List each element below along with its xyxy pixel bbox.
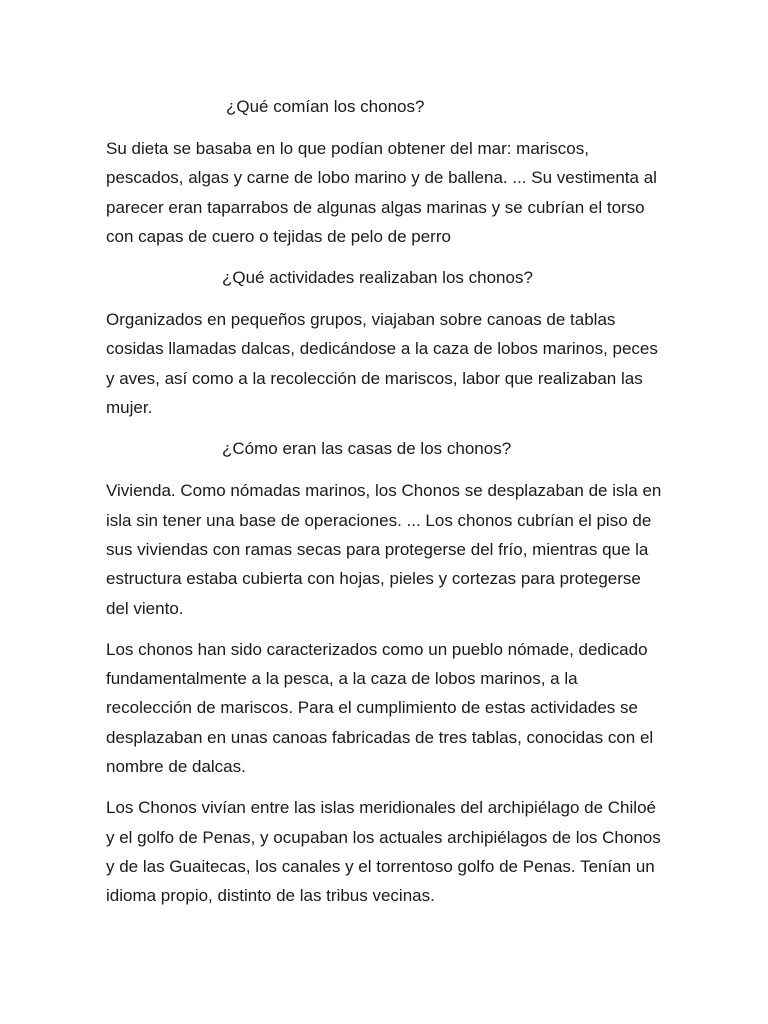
paragraph-activities: Organizados en pequeños grupos, viajaban sobre canoas de tablas cosidas llamadas dalcas, dedicándose a la caza de lobos marinos, peces y aves, así como a la recolección de mariscos, labor que realizaban las mujer.	[106, 310, 658, 418]
paragraph-nomadic-people: Los chonos han sido caracterizados como un pueblo nómade, dedicado fundamentalmente a la pesca, a la caza de lobos marinos, a la recolección de mariscos. Para el cumplimiento de estas actividades se desplazaban en unas canoas fabricadas de tres tablas, conocidas con el nombre de dalcas.	[106, 639, 654, 777]
paragraph-diet: Su dieta se basaba en lo que podían obtener del mar: mariscos, pescados, algas y carne de lobo marino y de ballena. ... Su vestimenta al parecer eran taparrabos de algunas algas marinas y se cubrían el torso con capas de cuero o tejidas de pelo de perro	[106, 139, 657, 246]
heading-houses: ¿Cómo eran las casas de los chonos?	[222, 439, 512, 459]
document-body	[106, 92, 666, 923]
paragraph-houses: Vivienda. Como nómadas marinos, los Chonos se desplazaban de isla en isla sin tener una base de operaciones. ... Los chonos cubrían el piso de sus viviendas con ramas secas para protegerse del frío, mientras que la estructura estaba cubierta con hojas, pieles y cortezas para protegerse del viento.	[106, 481, 662, 618]
paragraph-territory: Los Chonos vivían entre las islas meridionales del archipiélago de Chiloé y el golfo de Penas, y ocupaban los actuales archipiélagos de los Chonos y de las Guaitecas, los canales y el torrentoso golfo de Penas. Tenían un idioma propio, distinto de las tribus vecinas.	[106, 798, 661, 906]
heading-diet: ¿Qué comían los chonos?	[226, 97, 425, 116]
heading-activities: ¿Qué actividades realizaban los chonos?	[222, 268, 533, 288]
